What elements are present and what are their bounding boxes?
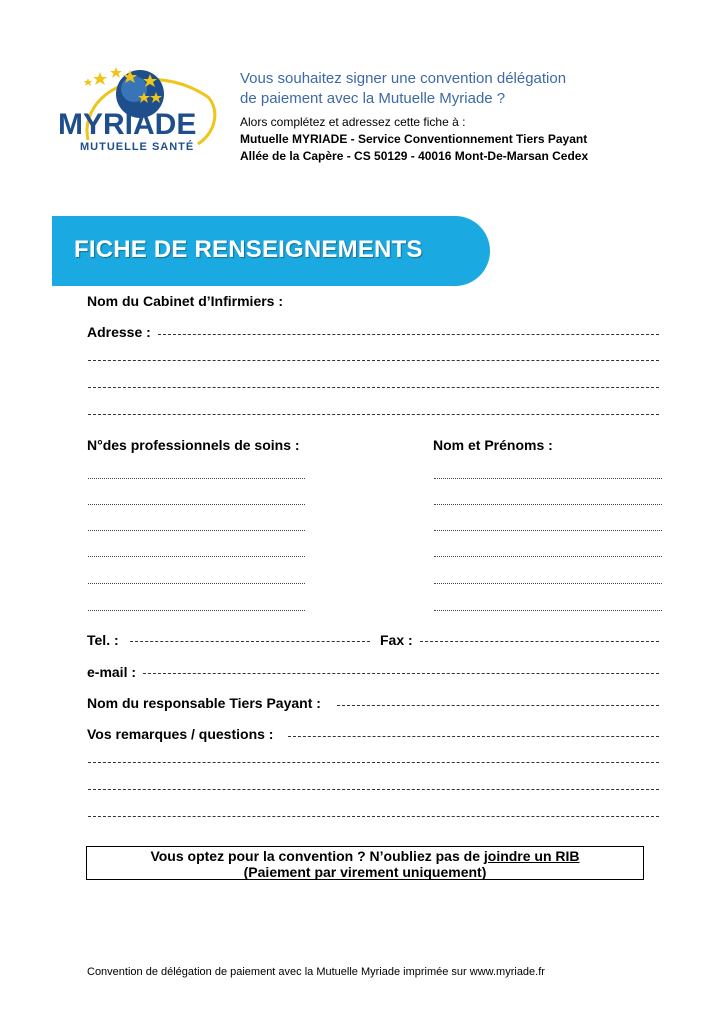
tel-label: Tel. :: [87, 632, 119, 648]
adresse-line-4[interactable]: [88, 414, 659, 415]
adresse-line-1[interactable]: [158, 334, 659, 335]
tel-line[interactable]: [130, 641, 370, 642]
name-line[interactable]: [434, 478, 662, 479]
name-line[interactable]: [434, 556, 662, 557]
professional-number-line[interactable]: [88, 556, 305, 557]
footer-text: Convention de délégation de paiement avec la Mutuelle Myriade imprimée sur www.myriade.fr: [87, 966, 545, 978]
remarques-line-4[interactable]: [88, 816, 659, 817]
name-line[interactable]: [434, 504, 662, 505]
professional-number-line[interactable]: [88, 583, 305, 584]
notice-line-1: [87, 848, 643, 864]
notice-rib-emphasis: joindre un RIB: [483, 848, 580, 864]
remarques-line-1[interactable]: [288, 736, 659, 737]
logo-graphic: [58, 62, 218, 162]
address-line-1: Mutuelle MYRIADE - Service Conventionnement Tiers Payant: [240, 132, 588, 146]
adresse-line-3[interactable]: [88, 387, 659, 388]
adresse-line-2[interactable]: [88, 360, 659, 361]
professional-number-line[interactable]: [88, 530, 305, 531]
professional-number-line[interactable]: [88, 478, 305, 479]
adresse-label: Adresse :: [87, 324, 151, 340]
page-title: FICHE DE RENSEIGNEMENTS: [74, 236, 423, 263]
title-banner: [52, 216, 490, 286]
fax-label: Fax :: [380, 632, 413, 648]
fax-line[interactable]: [420, 641, 659, 642]
myriade-logo: [58, 62, 218, 162]
logo-brand-text: MYRIADE: [58, 108, 197, 141]
remarques-line-2[interactable]: [88, 762, 659, 763]
intro-line-1: Vous souhaitez signer une convention délégation: [240, 70, 567, 87]
name-line[interactable]: [434, 583, 662, 584]
email-line[interactable]: [143, 673, 659, 674]
rib-notice-box: [86, 846, 644, 880]
responsable-label: Nom du responsable Tiers Payant :: [87, 695, 321, 711]
notice-line-2: (Paiement par virement uniquement): [243, 864, 487, 880]
intro-instruction: Alors complétez et adressez cette fiche à :: [240, 115, 466, 129]
professional-number-line[interactable]: [88, 504, 305, 505]
remarques-label: Vos remarques / questions :: [87, 726, 274, 742]
notice-prefix: Vous optez pour la convention ? N’oubliez pas de: [150, 848, 484, 864]
address-line-2: Allée de la Capère - CS 50129 - 40016 Mont-De-Marsan Cedex: [240, 149, 589, 163]
professionals-label: N°des professionnels de soins :: [87, 437, 300, 453]
intro-line-2: de paiement avec la Mutuelle Myriade ?: [240, 90, 506, 107]
remarques-line-3[interactable]: [88, 789, 659, 790]
name-line[interactable]: [434, 610, 662, 611]
logo-tagline-text: MUTUELLE SANTÉ: [80, 141, 195, 153]
cabinet-label: Nom du Cabinet d’Infirmiers :: [87, 293, 284, 309]
professional-number-line[interactable]: [88, 610, 305, 611]
name-line[interactable]: [434, 530, 662, 531]
responsable-line[interactable]: [337, 705, 659, 706]
names-label: Nom et Prénoms :: [433, 437, 553, 453]
email-label: e-mail :: [87, 664, 137, 680]
